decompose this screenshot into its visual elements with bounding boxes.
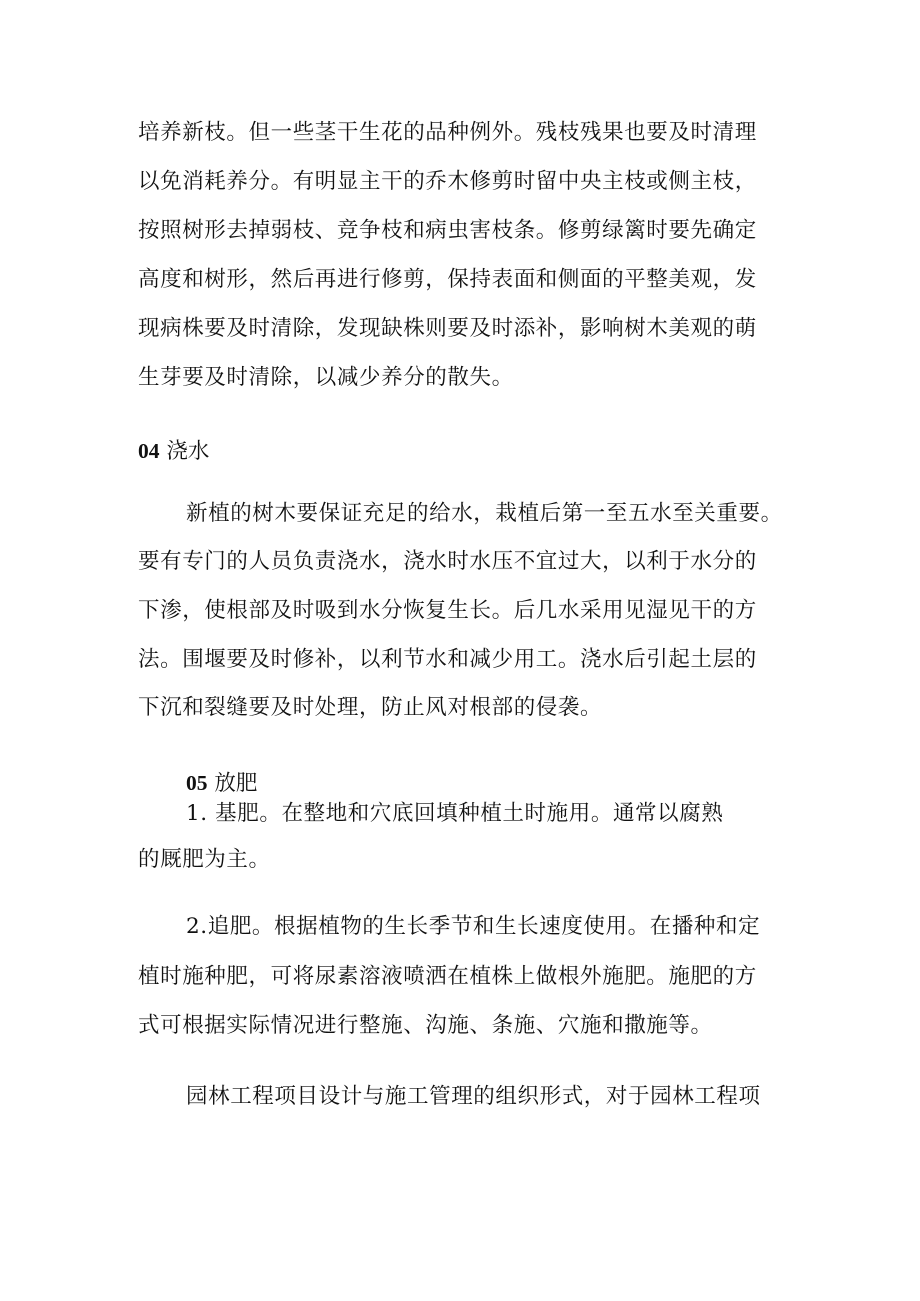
section-heading-05: [186, 768, 257, 799]
section-number: 05: [186, 771, 208, 795]
section-title: 放肥: [214, 771, 258, 796]
text-line: 的厩肥为主。: [138, 847, 271, 872]
section-heading-04: [138, 436, 209, 467]
text-line: 下沉和裂缝要及时处理，防止风对根部的侵袭。: [138, 695, 603, 720]
text-line: 以免消耗养分。有明显主干的乔木修剪时留中央主枝或侧主枝，: [138, 169, 757, 194]
section-title: 浇水: [166, 439, 210, 464]
text-line: 式可根据实际情况进行整施、沟施、条施、穴施和撒施等。: [138, 1013, 713, 1038]
text-line: 生芽要及时清除，以减少养分的散失。: [138, 365, 514, 390]
section-number: 04: [138, 439, 160, 463]
text-line: 植时施种肥，可将尿素溶液喷洒在植株上做根外施肥。施肥的方: [138, 964, 757, 989]
text-line: 培养新枝。但一些茎干生花的品种例外。残枝残果也要及时清理: [138, 120, 757, 145]
text-line: 园林工程项目设计与施工管理的组织形式，对于园林工程项: [186, 1084, 761, 1109]
text-line: 法。围堰要及时修补，以利节水和减少用工。浇水后引起土层的: [138, 647, 757, 672]
text-line: 下渗，使根部及时吸到水分恢复生长。后几水采用见湿见干的方: [138, 598, 757, 623]
text-line: 高度和树形，然后再进行修剪，保持表面和侧面的平整美观，发: [138, 267, 757, 292]
text-line: 现病株要及时清除，发现缺株则要及时添补，影响树木美观的萌: [138, 316, 757, 341]
text-line: 新植的树木要保证充足的给水，栽植后第一至五水至关重要。: [186, 501, 783, 526]
text-line: 要有专门的人员负责浇水，浇水时水压不宜过大，以利于水分的: [138, 549, 757, 574]
text-line: 按照树形去掉弱枝、竞争枝和病虫害枝条。修剪绿篱时要先确定: [138, 218, 757, 243]
text-line: 2.追肥。根据植物的生长季节和生长速度使用。在播种和定: [186, 914, 761, 939]
text-line: 1. 基肥。在整地和穴底回填种植土时施用。通常以腐熟: [186, 801, 724, 826]
